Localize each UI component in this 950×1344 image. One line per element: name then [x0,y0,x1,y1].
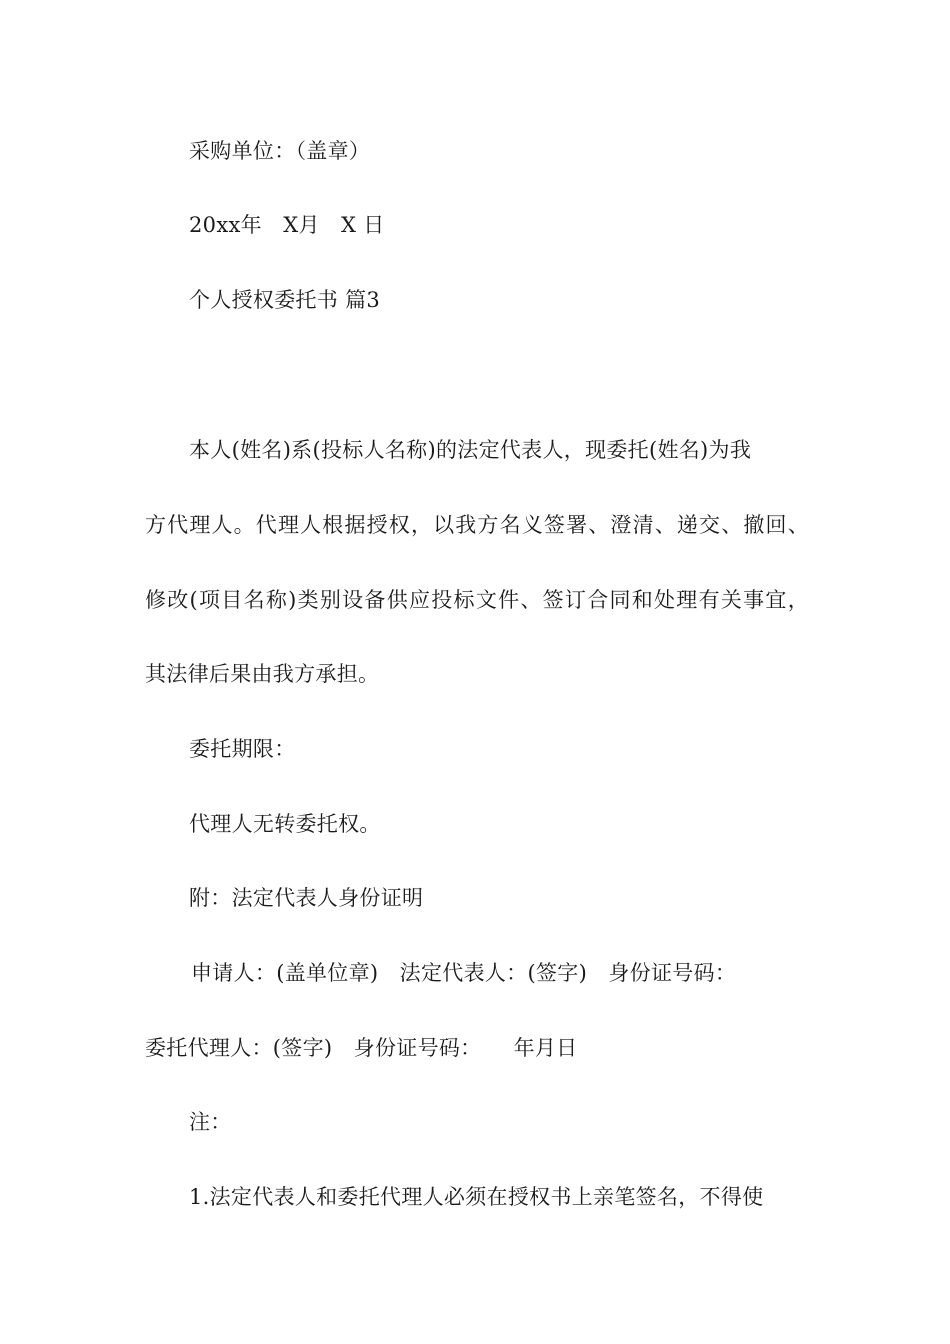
signature-line-agent: 委托代理人：(签字) 身份证号码： 年月日 [145,1036,578,1060]
section-title: 个人授权委托书 篇3 [189,288,381,312]
term-label: 委托期限： [189,737,296,761]
signature-line-applicant: 申请人：(盖单位章) 法定代表人：(签字) 身份证号码： [191,961,737,985]
note-label: 注： [189,1110,232,1134]
purchasing-unit-seal-line: 采购单位：（盖章） [189,139,371,163]
body-paragraph-line-3: 修改(项目名称)类别设备供应投标文件、签订合同和处理有关事宜， [145,588,809,612]
body-paragraph-line-1: 本人(姓名)系(投标人名称)的法定代表人，现委托(姓名)为我 [189,438,752,462]
body-paragraph-line-4: 其法律后果由我方承担。 [145,662,380,686]
body-paragraph-line-2: 方代理人。代理人根据授权，以我方名义签署、澄清、递交、撤回、 [145,513,809,537]
no-transfer-statement: 代理人无转委托权。 [189,812,381,836]
attachment-line: 附：法定代表人身份证明 [189,886,424,910]
note-item-1: 1.法定代表人和委托代理人必须在授权书上亲笔签名，不得使 [189,1185,764,1209]
date-line: 20xx年 X月 X 日 [189,213,385,237]
